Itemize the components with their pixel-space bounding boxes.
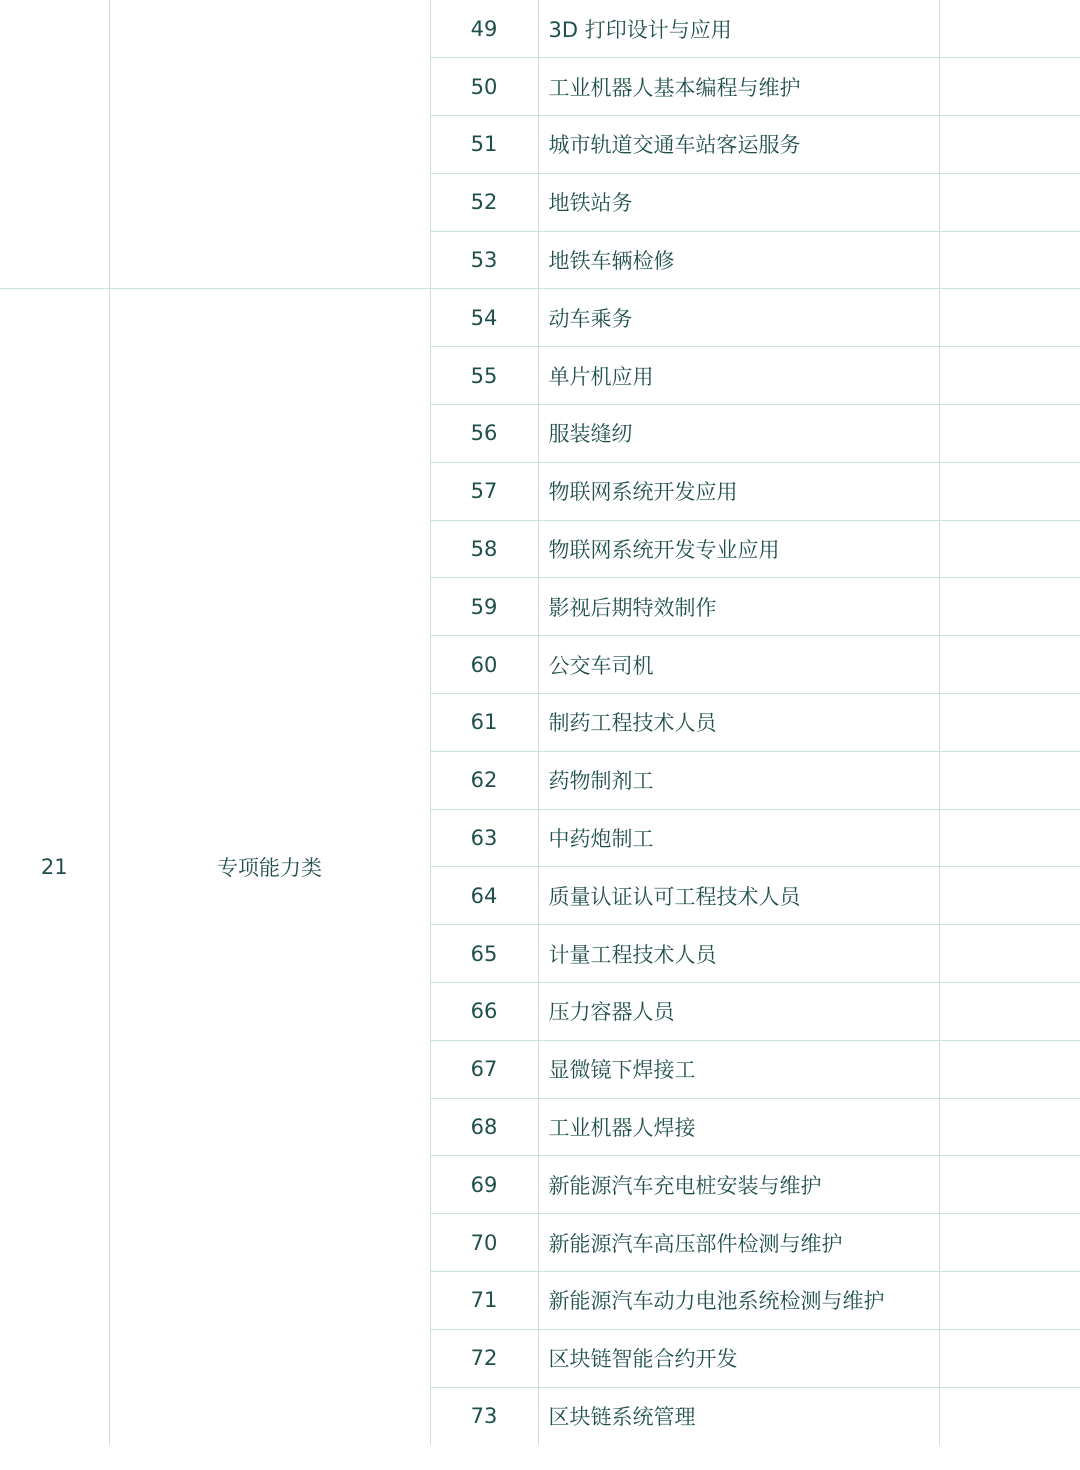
- empty-cell: [939, 173, 1080, 231]
- item-number-cell: 62: [430, 751, 538, 809]
- group-category-cell: 专项能力类: [109, 289, 430, 1445]
- item-name-cell: 公交车司机: [538, 636, 939, 694]
- item-number-cell: 70: [430, 1214, 538, 1272]
- empty-cell: [939, 347, 1080, 405]
- empty-cell: [939, 1040, 1080, 1098]
- item-name-cell: 质量认证认可工程技术人员: [538, 867, 939, 925]
- empty-cell: [939, 1098, 1080, 1156]
- item-number-cell: 71: [430, 1272, 538, 1330]
- empty-cell: [939, 1329, 1080, 1387]
- item-name-cell: 影视后期特效制作: [538, 578, 939, 636]
- empty-cell: [939, 462, 1080, 520]
- empty-cell: [939, 751, 1080, 809]
- empty-cell: [939, 983, 1080, 1041]
- item-number-cell: 60: [430, 636, 538, 694]
- empty-cell: [939, 636, 1080, 694]
- empty-cell: [939, 578, 1080, 636]
- empty-cell: [939, 116, 1080, 174]
- group-category-cell: [109, 0, 430, 289]
- item-name-cell: 新能源汽车充电桩安装与维护: [538, 1156, 939, 1214]
- item-number-cell: 72: [430, 1329, 538, 1387]
- item-number-cell: 73: [430, 1387, 538, 1445]
- item-name-cell: 动车乘务: [538, 289, 939, 347]
- item-number-cell: 66: [430, 983, 538, 1041]
- item-number-cell: 65: [430, 925, 538, 983]
- item-number-cell: 49: [430, 0, 538, 58]
- item-name-cell: 中药炮制工: [538, 809, 939, 867]
- item-number-cell: 57: [430, 462, 538, 520]
- empty-cell: [939, 694, 1080, 752]
- empty-cell: [939, 289, 1080, 347]
- item-name-cell: 单片机应用: [538, 347, 939, 405]
- item-number-cell: 67: [430, 1040, 538, 1098]
- item-name-cell: 压力容器人员: [538, 983, 939, 1041]
- item-number-cell: 55: [430, 347, 538, 405]
- table-row: [0, 0, 1080, 58]
- empty-cell: [939, 405, 1080, 463]
- item-number-cell: 56: [430, 405, 538, 463]
- item-number-cell: 63: [430, 809, 538, 867]
- item-number-cell: 59: [430, 578, 538, 636]
- item-name-cell: 新能源汽车动力电池系统检测与维护: [538, 1272, 939, 1330]
- empty-cell: [939, 867, 1080, 925]
- item-name-cell: 区块链智能合约开发: [538, 1329, 939, 1387]
- item-number-cell: 69: [430, 1156, 538, 1214]
- table-row: [0, 289, 1080, 347]
- item-number-cell: 50: [430, 58, 538, 116]
- item-name-cell: 工业机器人焊接: [538, 1098, 939, 1156]
- item-number-cell: 58: [430, 520, 538, 578]
- item-name-cell: 地铁车辆检修: [538, 231, 939, 289]
- empty-cell: [939, 520, 1080, 578]
- item-name-cell: 物联网系统开发专业应用: [538, 520, 939, 578]
- item-number-cell: 51: [430, 116, 538, 174]
- item-name-cell: 物联网系统开发应用: [538, 462, 939, 520]
- item-name-cell: 制药工程技术人员: [538, 694, 939, 752]
- item-name-cell: 城市轨道交通车站客运服务: [538, 116, 939, 174]
- empty-cell: [939, 1156, 1080, 1214]
- empty-cell: [939, 1387, 1080, 1445]
- item-name-cell: 计量工程技术人员: [538, 925, 939, 983]
- item-name-cell: 地铁站务: [538, 173, 939, 231]
- empty-cell: [939, 58, 1080, 116]
- item-name-cell: 新能源汽车高压部件检测与维护: [538, 1214, 939, 1272]
- empty-cell: [939, 1272, 1080, 1330]
- empty-cell: [939, 925, 1080, 983]
- group-index-cell: 21: [0, 289, 109, 1445]
- item-number-cell: 53: [430, 231, 538, 289]
- empty-cell: [939, 809, 1080, 867]
- item-number-cell: 54: [430, 289, 538, 347]
- item-number-cell: 64: [430, 867, 538, 925]
- empty-cell: [939, 1214, 1080, 1272]
- item-name-cell: 显微镜下焊接工: [538, 1040, 939, 1098]
- empty-cell: [939, 231, 1080, 289]
- item-name-cell: 工业机器人基本编程与维护: [538, 58, 939, 116]
- item-name-cell: 服装缝纫: [538, 405, 939, 463]
- item-number-cell: 61: [430, 694, 538, 752]
- group-index-cell: [0, 0, 109, 289]
- item-name-cell: 药物制剂工: [538, 751, 939, 809]
- empty-cell: [939, 0, 1080, 58]
- item-number-cell: 68: [430, 1098, 538, 1156]
- item-name-cell: 区块链系统管理: [538, 1387, 939, 1445]
- item-name-cell: 3D 打印设计与应用: [538, 0, 939, 58]
- item-number-cell: 52: [430, 173, 538, 231]
